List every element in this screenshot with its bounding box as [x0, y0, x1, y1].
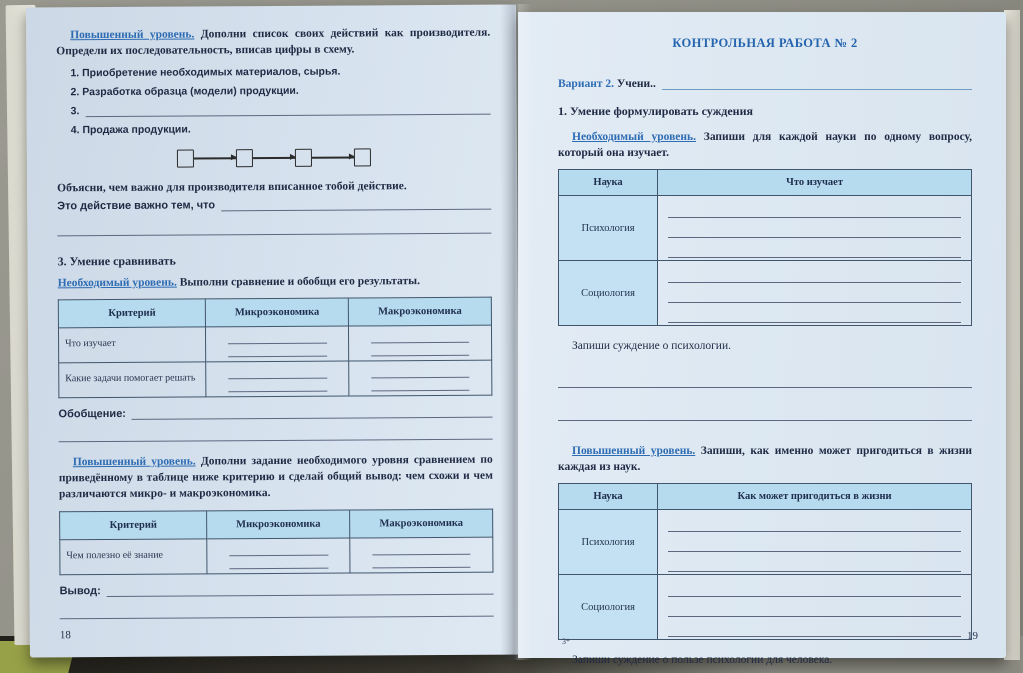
conclusion-row [60, 582, 494, 597]
printers-signature-mark: 3* [562, 637, 570, 646]
required-level-label: Необходимый уровень. [572, 131, 696, 143]
row-label: Что изучает [58, 327, 205, 363]
col-header-criterion: Критерий [60, 510, 207, 539]
control-work-title: КОНТРОЛЬНАЯ РАБОТА № 2 [672, 36, 858, 50]
section-3-title: 3. Умение сравнивать [57, 253, 176, 269]
list-item-2 [71, 84, 491, 99]
required-level-text: Выполни сравнение и обобщи его результаты. [179, 275, 421, 289]
answer-cell [658, 261, 972, 326]
col-header-usefulness: Как может пригодиться в жизни [658, 484, 972, 510]
list-item-3-number: 3. [70, 105, 80, 118]
explain-blank [221, 198, 491, 212]
left-page [26, 5, 520, 658]
row-label: Чем полезно её знание [60, 538, 207, 574]
sequence-diagram [144, 148, 404, 168]
table-header-row [559, 170, 972, 196]
answer-cell [658, 196, 972, 261]
col-header-macro: Макроэкономика [350, 509, 493, 538]
science-use-table [558, 483, 972, 640]
table-row [58, 325, 491, 363]
col-header-micro: Микроэкономика [207, 510, 350, 539]
advanced-level-text: Дополни список своих действий как производителя. Определи их последовательность, вписав цифры в схему. [56, 26, 491, 58]
variant-label: Вариант 2. [558, 78, 614, 90]
answer-cell [658, 575, 972, 640]
variant-text: Учени.. [616, 78, 656, 90]
table-header-row [60, 509, 493, 540]
page-number-left: 18 [59, 629, 71, 642]
table-row [559, 261, 972, 326]
write-line [57, 218, 491, 237]
row-label-sociology: Социология [559, 261, 658, 326]
judgment-prompt-2: Запиши суждение о пользе психологии для человека. [572, 654, 833, 667]
row-label-psychology: Психология [559, 510, 658, 575]
right-page [518, 12, 1006, 667]
science-study-table [558, 169, 972, 326]
list-item-1 [70, 65, 490, 80]
write-line [558, 372, 972, 388]
advanced-level-text: Запиши, как именно может пригодиться в жизни каждая из наук. [558, 445, 972, 474]
list-item-4 [71, 122, 491, 137]
col-header-science: Наука [559, 484, 658, 510]
table-row [559, 196, 972, 261]
answer-cell [206, 326, 349, 362]
required-level-task [558, 129, 972, 161]
answer-cell [206, 361, 349, 397]
col-header-science: Наука [559, 170, 658, 196]
write-line [558, 405, 972, 421]
generalization-blank [132, 406, 493, 420]
list-item-2-text: 2. Разработка образца (модели) продукции. [70, 85, 299, 99]
table-row [559, 510, 972, 575]
col-header-micro: Микроэкономика [206, 298, 349, 327]
arrow-right-icon [194, 158, 236, 160]
required-level-task [58, 273, 492, 292]
col-header-criterion: Критерий [58, 299, 205, 328]
write-line [60, 600, 494, 619]
table-row [60, 537, 493, 575]
explain-text: Объясни, чем важно для производителя вписанное тобой действие. [57, 180, 407, 195]
variant-row [558, 77, 972, 90]
advanced-level-label: Повышенный уровень. [572, 445, 696, 458]
advanced-level-label: Повышенный уровень. [72, 455, 196, 469]
sequence-box-1 [177, 150, 194, 168]
list-item-4-text: 4. Продажа продукции. [70, 123, 191, 137]
left-page-content [26, 5, 520, 658]
answer-cell [350, 537, 493, 573]
table-row [59, 360, 492, 398]
col-header-macro: Макроэкономика [348, 297, 491, 326]
list-item-3-blank [85, 103, 490, 117]
row-label-sociology: Социология [559, 575, 658, 640]
explain-prompt-row [57, 198, 491, 213]
sequence-box-4 [354, 149, 371, 167]
required-level-text: Запиши для каждой науки по одному вопросу, который она изучает. [558, 131, 973, 160]
table-header-row [559, 484, 972, 510]
compare-table-required [58, 297, 493, 399]
conclusion-blank [107, 582, 494, 596]
compare-table-advanced [59, 508, 493, 575]
table-row [559, 575, 972, 640]
row-label-psychology: Психология [559, 196, 658, 261]
explain-prompt: Это действие важно тем, что [57, 199, 216, 213]
advanced-level-task-1 [56, 25, 490, 60]
judgment-prompt-1: Запиши суждение о психологии. [572, 340, 731, 353]
answer-cell [207, 538, 350, 574]
generalization-label: Обобщение: [58, 408, 126, 421]
sequence-box-3 [295, 149, 312, 167]
advanced-level-text: Дополни задание необходимого уровня сравнением по приведённому в таблице ниже критерию и сделай общий вывод: чем схожи и чем различаются микро- и макроэкономика. [58, 453, 493, 501]
list-item-1-text: 1. Приобретение необходимых материалов, сырья. [70, 65, 341, 80]
advanced-level-task [558, 443, 972, 475]
row-label: Какие задачи помогает решать [59, 362, 206, 398]
right-page-edge-stack [1004, 10, 1020, 660]
arrow-right-icon [253, 157, 295, 159]
answer-cell [658, 510, 972, 575]
list-item-3 [71, 103, 491, 118]
col-header-studies: Что изучает [658, 170, 972, 196]
sequence-box-2 [236, 149, 253, 167]
answer-cell [349, 325, 492, 361]
student-name-blank [662, 77, 972, 90]
conclusion-label: Вывод: [59, 584, 101, 597]
generalization-row [58, 406, 492, 421]
section-1-title: 1. Умение формулировать суждения [558, 104, 754, 118]
advanced-level-task-2 [59, 452, 493, 503]
required-level-label: Необходимый уровень. [57, 276, 177, 290]
right-page-content [518, 12, 1006, 667]
write-line [59, 424, 493, 443]
advanced-level-label: Повышенный уровень. [70, 28, 195, 42]
page-number-right: 19 [967, 630, 978, 642]
table-header-row [58, 297, 491, 328]
answer-cell [349, 360, 492, 396]
arrow-right-icon [312, 157, 354, 159]
